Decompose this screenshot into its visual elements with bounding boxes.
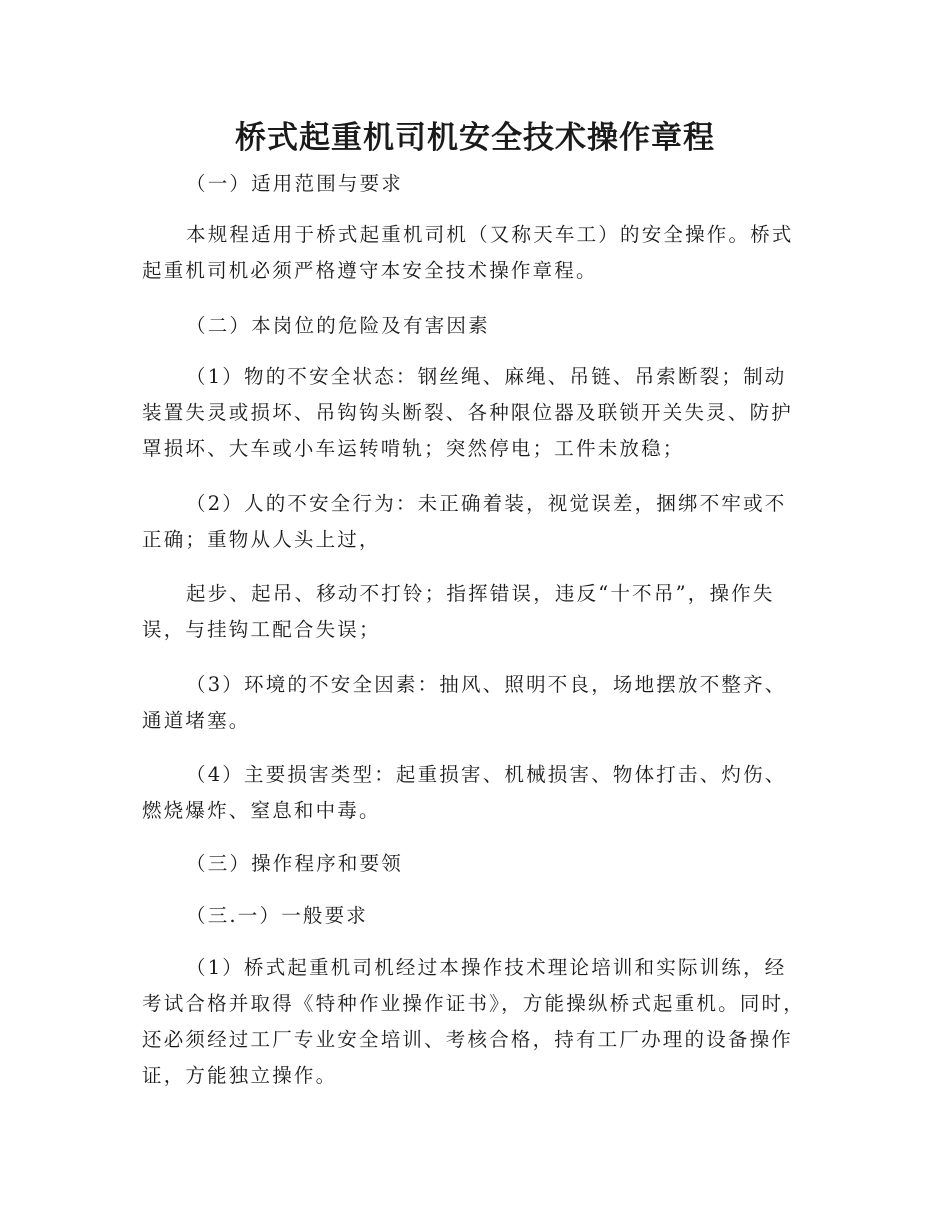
section-heading-scope: （一）适用范围与要求 xyxy=(186,172,404,195)
paragraph-scope: 本规程适用于桥式起重机司机（又称天车工）的安全操作。桥式起重机司机必须严格遵守本安全技术操作章程。 xyxy=(142,223,794,282)
paragraph-injury-types: （4）主要损害类型：起重损害、机械损害、物体打击、灼伤、燃烧爆炸、窒息和中毒。 xyxy=(142,763,787,822)
subsection-heading-general: （三.一）一般要求 xyxy=(186,904,368,927)
paragraph-qualification: （1）桥式起重机司机经过本操作技术理论培训和实际训练，经考试合格并取得《特种作业操作证书》，方能操纵桥式起重机。同时，还必须经过工厂专业安全培训、考核合格，持有工厂办理的设备操作证，方能独立操作。 xyxy=(142,956,805,1087)
paragraph-environment: （3）环境的不安全因素：抽风、照明不良，场地摆放不整齐、通道堵塞。 xyxy=(142,673,787,732)
section-heading-procedure: （三）操作程序和要领 xyxy=(186,852,404,875)
document-title: 桥式起重机司机安全技术操作章程 xyxy=(235,120,715,156)
paragraph-unsafe-behavior-cont: 起步、起吊、移动不打铃；指挥错误，违反“十不吊”，操作失误，与挂钩工配合失误； xyxy=(142,582,775,641)
section-heading-hazards: （二）本岗位的危险及有害因素 xyxy=(186,314,490,337)
paragraph-unsafe-behavior: （2）人的不安全行为：未正确着装，视觉误差，捆绑不牢或不正确；重物从人头上过， xyxy=(142,492,787,551)
paragraph-unsafe-state: （1）物的不安全状态：钢丝绳、麻绳、吊链、吊索断裂；制动装置失灵或损坏、吊钩钩头断裂、各种限位器及联锁开关失灵、防护罩损坏、大车或小车运转啃轨；突然停电；工件未放稳； xyxy=(142,365,794,460)
